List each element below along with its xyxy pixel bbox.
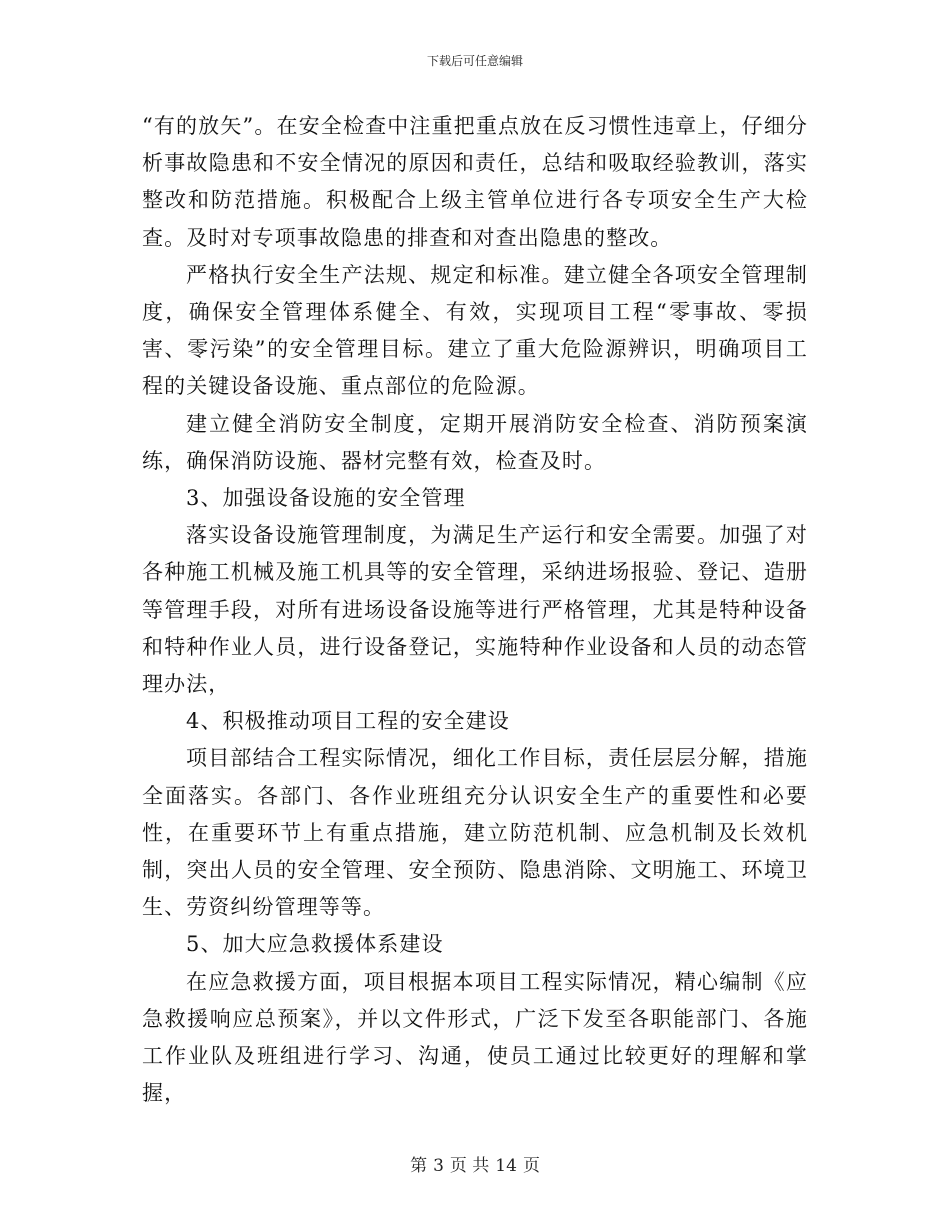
section-heading-4: 4、积极推动项目工程的安全建设	[186, 709, 510, 734]
current-page-number: 3	[433, 1156, 444, 1176]
paragraph-2: 严格执行安全生产法规、规定和标准。建立健全各项安全管理制度，确保安全管理体系健全、有效，实现项目工程“零事故、零损害、零污染”的安全管理目标。建立了重大危险源辨识，明确项目工程的关键设备设施、重点部位的危险源。	[142, 262, 808, 399]
total-page-count: 14	[495, 1156, 517, 1176]
page-label-middle: 页 共	[449, 1156, 490, 1176]
paragraph-1: “有的放矢”。在安全检查中注重把重点放在反习惯性违章上，仔细分析事故隐患和不安全情况的原因和责任，总结和吸取经验教训，落实整改和防范措施。积极配合上级主管单位进行各专项安全生产大检查。及时对专项事故隐患的排查和对查出隐患的整改。	[142, 114, 808, 250]
paragraph-5: 项目部结合工程实际情况，细化工作目标，责任层层分解，措施全面落实。各部门、各作业班组充分认识安全生产的重要性和必要性，在重要环节上有重点措施，建立防范机制、应急机制及长效机制，突出人员的安全管理、安全预防、隐患消除、文明施工、环境卫生、劳资纠纷管理等等。	[142, 746, 808, 920]
paragraph-6: 在应急救援方面，项目根据本项目工程实际情况，精心编制《应急救援响应总预案》，并以文件形式，广泛下发至各职能部门、各施工作业队及班组进行学习、沟通，使员工通过比较更好的理解和掌握，	[142, 969, 808, 1106]
page-label-suffix: 页	[522, 1156, 540, 1176]
page-label-prefix: 第	[410, 1156, 428, 1176]
section-heading-3: 3、加强设备设施的安全管理	[186, 486, 466, 511]
paragraph-3: 建立健全消防安全制度，定期开展消防安全检查、消防预案演练，确保消防设施、器材完整有效，检查及时。	[142, 411, 808, 473]
page-header: 下载后可任意编辑	[426, 54, 523, 68]
paragraph-4: 落实设备设施管理制度，为满足生产运行和安全需要。加强了对各种施工机械及施工机具等的安全管理，采纳进场报验、登记、造册等管理手段，对所有进场设备设施等进行严格管理，尤其是特种设备和特种作业人员，进行设备登记，实施特种作业设备和人员的动态管理办法，	[142, 523, 808, 697]
section-heading-5: 5、加大应急救援体系建设	[186, 932, 444, 957]
page-footer	[0, 1155, 950, 1177]
document-body	[142, 108, 808, 1112]
